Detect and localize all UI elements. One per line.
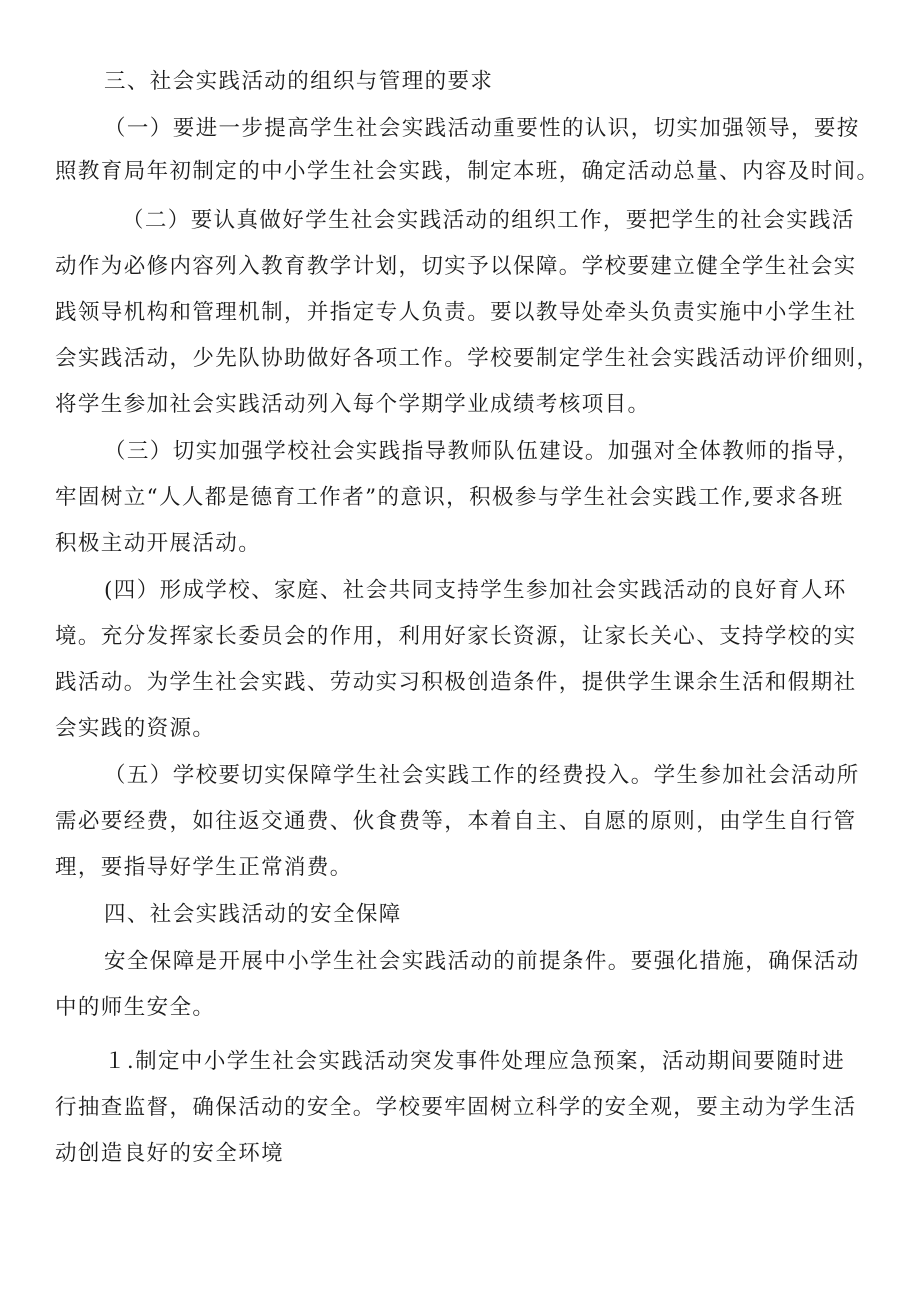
paragraph-7-line-2: 行抽查监督，确保活动的安全。学校要牢固树立科学的安全观，要主动为学生活 bbox=[55, 1095, 857, 1120]
paragraph-2-line-1: （二）要认真做好学生社会实践活动的组织工作，要把学生的社会实践活 bbox=[122, 208, 855, 233]
paragraph-4-line-1: (四）形成学校、家庭、社会共同支持学生参加社会实践活动的良好育人环 bbox=[104, 578, 847, 603]
paragraph-2-line-3: 践领导机构和管理机制，并指定专人负责。要以教导处牵头负责实施中小学生社 bbox=[55, 300, 857, 325]
paragraph-2-line-5: 将学生参加社会实践活动列入每个学期学业成绩考核项目。 bbox=[55, 392, 651, 417]
paragraph-3-line-1: （三）切实加强学校社会实践指导教师队伍建设。加强对全体教师的指导， bbox=[104, 439, 860, 464]
paragraph-2-line-4: 会实践活动，少先队协助做好各项工作。学校要制定学生社会实践活动评价细则， bbox=[55, 346, 880, 371]
paragraph-5-line-2: 需必要经费，如往返交通费、伙食费等，本着自主、自愿的原则，由学生自行管 bbox=[55, 809, 857, 834]
paragraph-6-line-2: 中的师生安全。 bbox=[55, 995, 216, 1020]
paragraph-4-line-3: 践活动。为学生社会实践、劳动实习积极创造条件，提供学生课余生活和假期社 bbox=[55, 670, 857, 695]
paragraph-2-line-2: 动作为必修内容列入教育教学计划，切实予以保障。学校要建立健全学生社会实 bbox=[55, 254, 857, 279]
paragraph-7-line-3: 动创造良好的安全环境 bbox=[55, 1141, 285, 1166]
paragraph-4-line-2: 境。充分发挥家长委员会的作用，利用好家长资源，让家长关心、支持学校的实 bbox=[55, 624, 857, 649]
section-3-heading: 三、社会实践活动的组织与管理的要求 bbox=[104, 69, 494, 94]
paragraph-1-line-1: （一）要进一步提高学生社会实践活动重要性的认识，切实加强领导，要按 bbox=[104, 116, 860, 141]
paragraph-6-line-1: 安全保障是开展中小学生社会实践活动的前提条件。要强化措施，确保活动 bbox=[104, 949, 860, 974]
paragraph-4-line-4: 会实践的资源。 bbox=[55, 716, 216, 741]
section-4-heading: 四、社会实践活动的安全保障 bbox=[104, 902, 402, 927]
paragraph-3-line-2: 牢固树立“人人都是德育工作者”的意识，积极参与学生社会实践工作,要求各班 bbox=[55, 485, 844, 510]
paragraph-1-line-2: 照教育局年初制定的中小学生社会实践，制定本班，确定活动总量、内容及时间。 bbox=[55, 159, 880, 184]
paragraph-3-line-3: 积极主动开展活动。 bbox=[55, 531, 262, 556]
paragraph-5-line-1: （五）学校要切实保障学生社会实践工作的经费投入。学生参加社会活动所 bbox=[104, 763, 860, 788]
paragraph-5-line-3: 理，要指导好学生正常消费。 bbox=[55, 855, 353, 880]
paragraph-7-line-1: １.制定中小学生社会实践活动突发事件处理应急预案，活动期间要随时进 bbox=[104, 1049, 846, 1074]
